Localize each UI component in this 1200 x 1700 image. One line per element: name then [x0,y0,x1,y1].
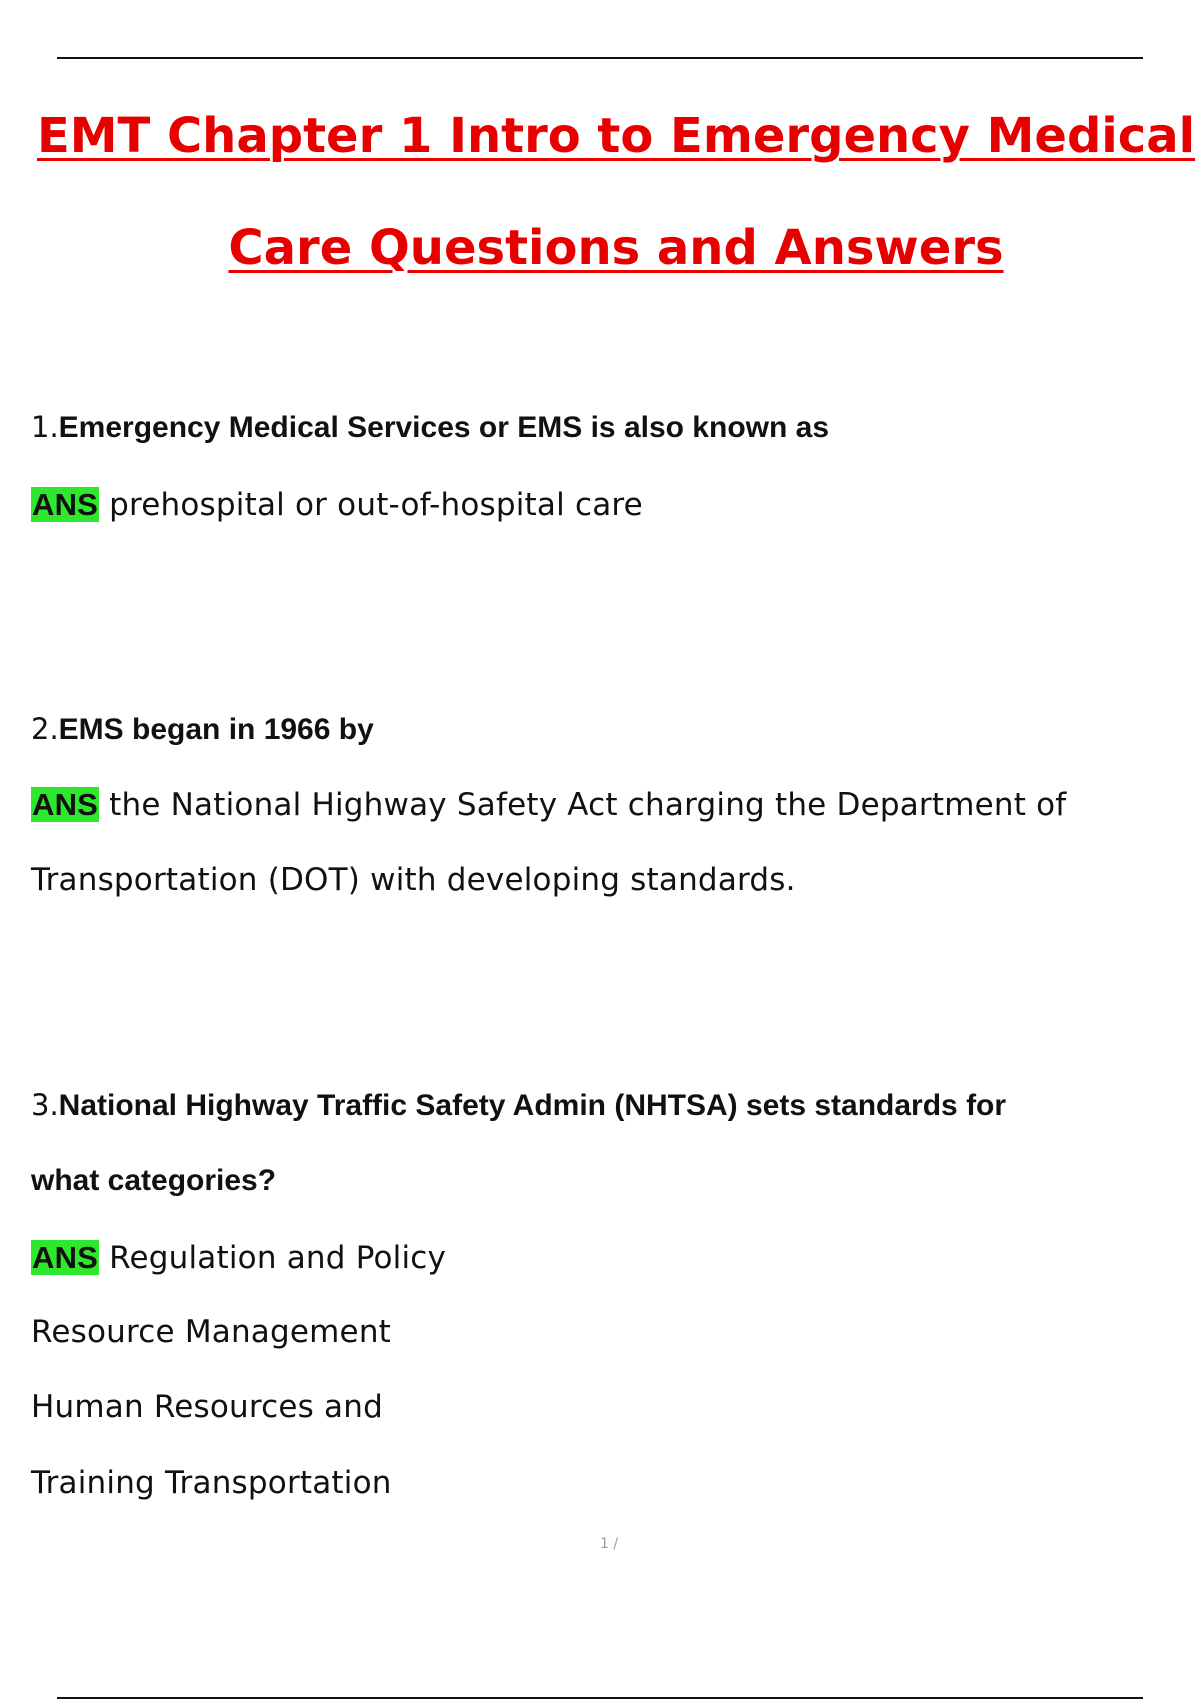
answer-text: Regulation and Policy [109,1240,447,1276]
answer-1 [31,487,643,523]
top-rule [57,57,1143,59]
answer-3 [31,1240,446,1276]
bottom-rule [57,1697,1143,1699]
document-title-line-1: EMT Chapter 1 Intro to Emergency Medical [36,108,1196,164]
answer-3-line-2: Resource Management [31,1314,392,1350]
answer-tag: ANS [32,787,99,822]
question-1 [31,410,829,445]
answer-text: the National Highway Safety Act charging the Department of [109,787,1067,823]
question-3-line-2: what categories? [31,1164,277,1197]
question-text: National Highway Traffic Safety Admin (NHTSA) sets standards for [58,1089,1007,1122]
answer-2 [31,787,1066,823]
question-text: Emergency Medical Services or EMS is also known as [58,411,830,444]
answer-3-line-4: Training Transportation [31,1465,392,1501]
answer-2-line-2: Transportation (DOT) with developing standards. [31,862,796,898]
answer-3-line-3: Human Resources and [31,1389,383,1425]
question-text: EMS began in 1966 by [58,713,374,746]
question-number: 1. [31,410,59,444]
answer-text: prehospital or out-of-hospital care [109,487,643,523]
question-number: 3. [31,1088,59,1122]
answer-tag: ANS [32,487,99,522]
question-number: 2. [31,712,59,746]
answer-tag: ANS [32,1240,99,1275]
question-2 [31,712,374,747]
question-3 [31,1088,1006,1123]
document-title-line-2: Care Questions and Answers [228,220,1004,276]
page-number: 1 / [600,1536,619,1552]
